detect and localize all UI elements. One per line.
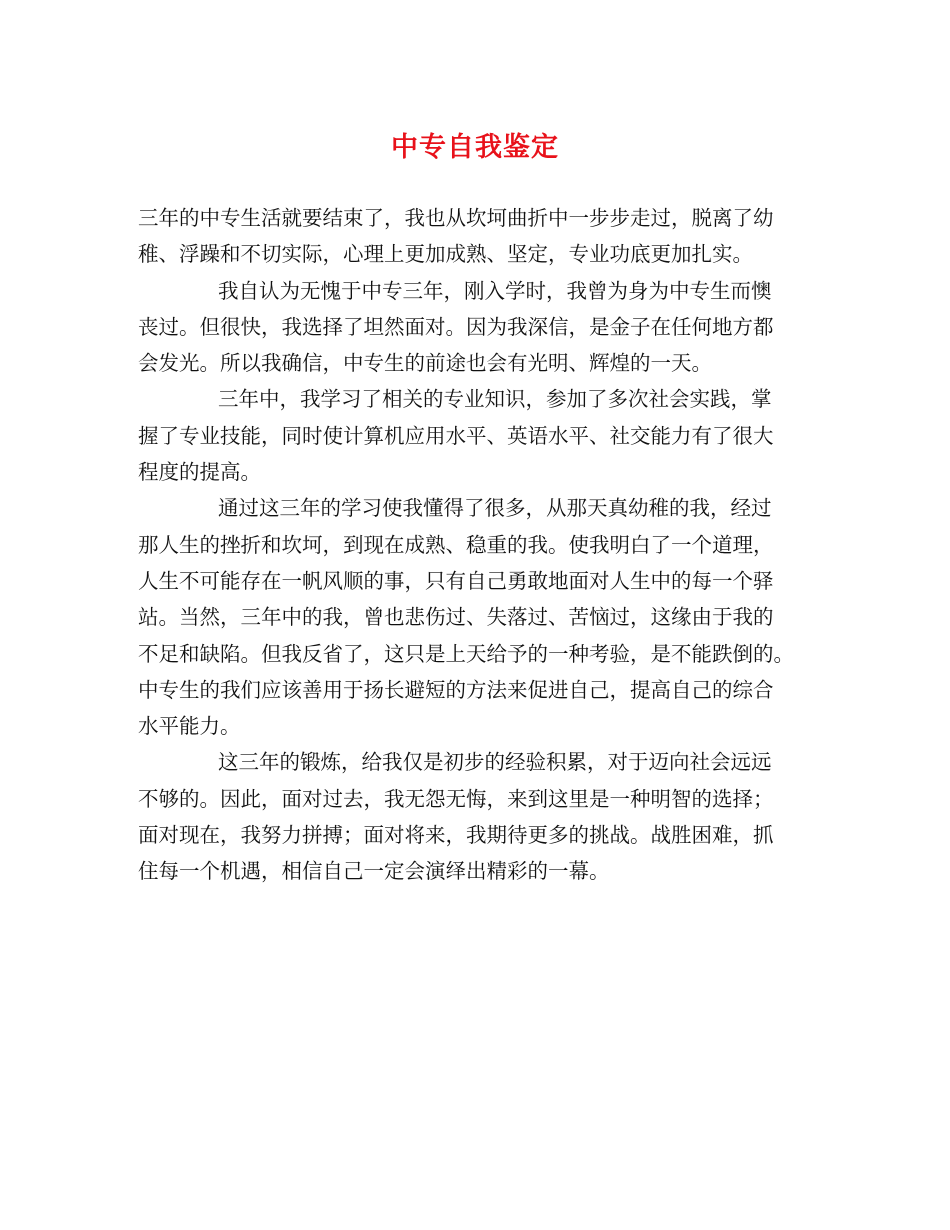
- paragraph-line: 通过这三年的学习使我懂得了很多，从那天真幼稚的我，经过: [218, 496, 772, 521]
- paragraph-1: [138, 200, 828, 273]
- paragraph-3: [138, 381, 828, 490]
- document-body: [138, 200, 828, 890]
- paragraph-line: 中专生的我们应该善用于扬长避短的方法来促进自己，提高自己的综合: [138, 677, 774, 702]
- paragraph-line: 人生不可能存在一帆风顺的事，只有自己勇敢地面对人生中的每一个驿: [138, 568, 774, 593]
- paragraph-2: [138, 273, 828, 382]
- paragraph-line: 不足和缺陷。但我反省了，这只是上天给予的一种考验，是不能跌倒的。: [138, 641, 794, 666]
- paragraph-line: 这三年的锻炼，给我仅是初步的经验积累，对于迈向社会远远: [218, 750, 772, 775]
- paragraph-line: 我自认为无愧于中专三年，刚入学时，我曾为身为中专生而懊: [218, 278, 772, 303]
- paragraph-line: 水平能力。: [138, 714, 241, 739]
- paragraph-line: 三年中，我学习了相关的专业知识，参加了多次社会实践，掌: [218, 387, 772, 412]
- paragraph-line: 会发光。所以我确信，中专生的前途也会有光明、辉煌的一天。: [138, 351, 712, 376]
- paragraph-line: 站。当然，三年中的我，曾也悲伤过、失落过、苦恼过，这缘由于我的: [138, 605, 774, 630]
- paragraph-line: 握了专业技能，同时使计算机应用水平、英语水平、社交能力有了很大: [138, 423, 774, 448]
- paragraph-line: 面对现在，我努力拼搏；面对将来，我期待更多的挑战。战胜困难，抓: [138, 823, 774, 848]
- paragraph-line: 不够的。因此，面对过去，我无怨无悔，来到这里是一种明智的选择；: [138, 786, 774, 811]
- paragraph-line: 三年的中专生活就要结束了，我也从坎坷曲折中一步步走过，脱离了幼: [138, 206, 774, 230]
- paragraph-line: 丧过。但很快，我选择了坦然面对。因为我深信，是金子在任何地方都: [138, 314, 774, 339]
- paragraph-line: 程度的提高。: [138, 460, 261, 485]
- paragraph-5: [138, 744, 828, 889]
- paragraph-4: [138, 490, 828, 744]
- paragraph-line: 住每一个机遇，相信自己一定会演绎出精彩的一幕。: [138, 859, 610, 884]
- paragraph-line: 那人生的挫折和坎坷，到现在成熟、稳重的我。使我明白了一个道理，: [138, 532, 774, 557]
- paragraph-line: 稚、浮躁和不切实际，心理上更加成熟、坚定，专业功底更加扎实。: [138, 242, 753, 267]
- document-title: 中专自我鉴定: [391, 132, 559, 163]
